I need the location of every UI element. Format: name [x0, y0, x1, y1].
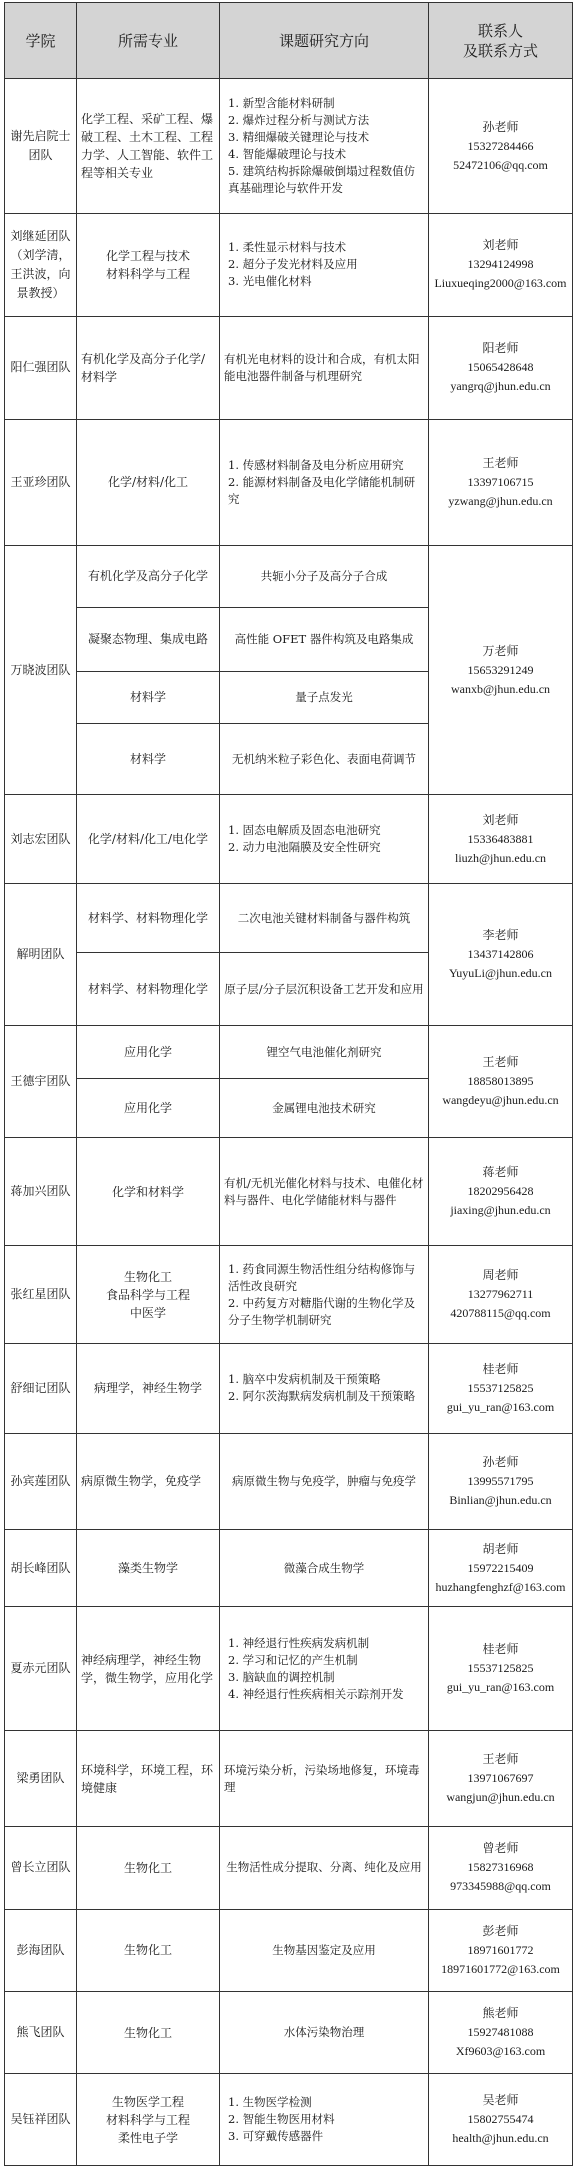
- required-major: [77, 1827, 220, 1909]
- direction-item: 4. 神经退行性疾病相关示踪剂开发: [228, 1686, 404, 1701]
- required-major: [77, 953, 220, 1026]
- research-direction: [220, 724, 429, 795]
- research-direction: [220, 884, 429, 953]
- contact-name: 李老师: [482, 928, 519, 943]
- team-name: 曾长立团队: [5, 1827, 77, 1909]
- direction-item: 1. 新型含能材料研制: [228, 96, 335, 110]
- direction-item: 微藻合成生物学: [283, 1560, 365, 1575]
- direction-item: 3. 光电催化材料: [228, 274, 312, 289]
- table-row: [5, 1138, 573, 1246]
- major-line: 材料学: [129, 690, 166, 705]
- direction-item: 共轭小分子及高分子合成: [260, 568, 388, 583]
- research-direction: [220, 1078, 429, 1137]
- contact-phone: 15972215409: [467, 1560, 534, 1575]
- contact-info: [429, 1344, 573, 1433]
- research-direction: [220, 2074, 429, 2166]
- contact-info: [429, 1138, 573, 1246]
- contact-info: [429, 1731, 573, 1827]
- contact-phone: 15537125825: [467, 1661, 534, 1676]
- major-line: 中医学: [129, 1305, 166, 1320]
- required-major: [77, 1607, 220, 1731]
- contact-phone: 13294124998: [467, 257, 534, 272]
- direction-item: 有机光电材料的设计和合成，有机太阳能电池器件制备与机理研究: [224, 351, 420, 383]
- research-direction: [220, 1991, 429, 2073]
- direction-item: 水体污染物治理: [283, 2025, 365, 2040]
- header-direction: 课题研究方向: [220, 3, 429, 79]
- direction-item: 环境污染分析，污染场地修复，环境毒理: [224, 1762, 420, 1794]
- contact-info: [429, 316, 573, 419]
- required-major: [77, 884, 220, 953]
- contact-phone: 13277962711: [467, 1287, 534, 1302]
- major-line: 柔性电子学: [117, 2130, 178, 2145]
- table-row: [5, 1827, 573, 1909]
- contact-email[interactable]: 420788115@qq.com: [450, 1306, 551, 1321]
- major-line: 化学和材料学: [111, 1184, 184, 1199]
- contact-email[interactable]: Binlian@jhun.edu.cn: [449, 1492, 552, 1507]
- contact-name: 孙老师: [482, 119, 519, 134]
- contact-email[interactable]: gui_yu_ran@163.com: [446, 1680, 555, 1695]
- research-direction: [220, 1607, 429, 1731]
- header-contact-line2: 及联系方式: [462, 41, 538, 60]
- recruitment-table: [4, 2, 573, 2166]
- contact-email[interactable]: wanxb@jhun.edu.cn: [450, 681, 551, 696]
- team-name: 舒细记团队: [5, 1344, 77, 1433]
- contact-phone: 13971067697: [467, 1771, 534, 1786]
- table-row: [5, 1909, 573, 1991]
- research-direction: [220, 671, 429, 724]
- direction-item: 1. 固态电解质及固态电池研究: [228, 823, 381, 838]
- header-contact: [429, 3, 573, 79]
- major-line: 神经病理学，神经生物学，微生物学，应用化学: [81, 1652, 214, 1685]
- contact-email[interactable]: jiaxing@jhun.edu.cn: [450, 1203, 551, 1218]
- direction-item: 2. 爆炸过程分析与测试方法: [228, 113, 370, 127]
- direction-item: 生物基因鉴定及应用: [272, 1942, 376, 1957]
- contact-phone: 15336483881: [467, 831, 534, 846]
- contact-name: 王老师: [482, 1752, 519, 1767]
- team-name: 熊飞团队: [5, 1991, 77, 2073]
- direction-item: 锂空气电池催化剂研究: [266, 1044, 382, 1059]
- contact-phone: 15653291249: [467, 662, 534, 677]
- major-line: 藻类生物学: [117, 1561, 178, 1576]
- research-direction: [220, 214, 429, 317]
- direction-item: 2. 动力电池隔膜及安全性研究: [228, 840, 381, 855]
- required-major: [77, 795, 220, 884]
- contact-info: [429, 1827, 573, 1909]
- contact-name: 阳老师: [482, 341, 519, 356]
- direction-item: 2. 中药复方对糖脂代谢的生物化学及分子生物学机制研究: [228, 1295, 416, 1327]
- direction-item: 1. 脑卒中发病机制及干预策略: [228, 1372, 381, 1387]
- direction-item: 1. 柔性显示材料与技术: [228, 240, 347, 255]
- major-line: 生物化工: [123, 1269, 172, 1284]
- direction-item: 3. 精细爆破关键理论与技术: [228, 130, 370, 144]
- contact-phone: 18202956428: [467, 1184, 534, 1199]
- table-row: [5, 1607, 573, 1731]
- research-direction: [220, 1245, 429, 1343]
- required-major: [77, 1731, 220, 1827]
- major-line: 化学/材料/化工/电化学: [87, 832, 209, 847]
- contact-name: 胡老师: [482, 1541, 519, 1556]
- research-direction: [220, 795, 429, 884]
- contact-info: [429, 1433, 573, 1529]
- table-row: [5, 1344, 573, 1433]
- contact-info: [429, 1026, 573, 1138]
- required-major: [77, 1344, 220, 1433]
- research-direction: [220, 545, 429, 607]
- direction-item: 4. 智能爆破理论与技术: [228, 147, 347, 161]
- contact-name: 桂老师: [482, 1361, 519, 1376]
- table-row: [5, 795, 573, 884]
- required-major: [77, 1529, 220, 1607]
- major-line: 材料科学与工程: [105, 2112, 190, 2127]
- team-name: 刘志宏团队: [5, 795, 77, 884]
- team-name: 阳仁强团队: [5, 316, 77, 419]
- contact-phone: 15327284466: [467, 138, 534, 153]
- header-major: 所需专业: [77, 3, 220, 79]
- required-major: [77, 671, 220, 724]
- contact-name: 熊老师: [482, 2006, 519, 2021]
- contact-name: 王老师: [482, 1055, 519, 1070]
- major-line: 应用化学: [123, 1101, 172, 1116]
- required-major: [77, 1026, 220, 1079]
- direction-item: 5. 建筑结构拆除爆破倒塌过程数值仿真基础理论与软件开发: [228, 164, 416, 195]
- direction-item: 二次电池关键材料制备与器件构筑: [237, 910, 411, 925]
- major-line: 有机化学及高分子化学/材料学: [81, 351, 206, 384]
- major-line: 化学/材料/化工: [107, 475, 189, 490]
- contact-email[interactable]: YuyuLi@jhun.edu.cn: [448, 966, 553, 981]
- major-line: 应用化学: [123, 1045, 172, 1060]
- contact-email[interactable]: Liuxueqing2000@163.com: [434, 276, 567, 291]
- direction-item: 病原微生物与免疫学，肿瘤与免疫学: [232, 1473, 416, 1488]
- table-body: [5, 79, 573, 2166]
- contact-email[interactable]: liuzh@jhun.edu.cn: [454, 850, 547, 865]
- required-major: [77, 1991, 220, 2073]
- table-row: [5, 316, 573, 419]
- contact-phone: 13397106715: [467, 474, 534, 489]
- direction-item: 2. 超分子发光材料及应用: [228, 257, 358, 272]
- required-major: [77, 1138, 220, 1246]
- contact-phone: 18858013895: [467, 1074, 534, 1089]
- major-line: 食品科学与工程: [105, 1287, 190, 1302]
- contact-email[interactable]: yzwang@jhun.edu.cn: [448, 493, 553, 508]
- major-line: 材料科学与工程: [105, 266, 190, 281]
- team-name: 解明团队: [5, 884, 77, 1026]
- direction-item: 2. 能源材料制备及电化学储能机制研究: [228, 474, 416, 506]
- team-name: 王德宇团队: [5, 1026, 77, 1138]
- team-name: 万晓波团队: [5, 545, 77, 794]
- team-name: 吴钰祥团队: [5, 2074, 77, 2166]
- major-line: 生物化工: [123, 1943, 172, 1958]
- contact-name: 彭老师: [482, 1923, 519, 1938]
- required-major: [77, 419, 220, 545]
- research-direction: [220, 79, 429, 214]
- major-line: 生物化工: [123, 2025, 172, 2040]
- major-line: 病原微生物学，免疫学: [81, 1474, 202, 1489]
- research-direction: [220, 953, 429, 1026]
- team-name: 蒋加兴团队: [5, 1138, 77, 1246]
- contact-name: 吴老师: [482, 2093, 519, 2108]
- contact-email[interactable]: 18971601772@163.com: [441, 1961, 560, 1976]
- major-line: 化学工程、采矿工程、爆破工程、土木工程、工程力学、人工智能、软件工程等相关专业: [81, 112, 214, 180]
- team-name: 刘继延团队（刘学清，王洪波，向景教授）: [5, 214, 77, 317]
- research-direction: [220, 1344, 429, 1433]
- direction-item: 高性能 OFET 器件构筑及电路集成: [234, 631, 414, 646]
- team-name: 孙宾莲团队: [5, 1433, 77, 1529]
- contact-info: [429, 1607, 573, 1731]
- contact-name: 刘老师: [482, 812, 519, 827]
- table-row: [5, 545, 573, 607]
- contact-email[interactable]: yangrq@jhun.edu.cn: [450, 379, 551, 394]
- team-name: 张红星团队: [5, 1245, 77, 1343]
- contact-phone: 13437142806: [467, 947, 534, 962]
- required-major: [77, 724, 220, 795]
- direction-item: 无机纳米粒子彩色化、表面电荷调节: [232, 751, 416, 766]
- research-direction: [220, 1026, 429, 1079]
- contact-email[interactable]: wangjun@jhun.edu.cn: [446, 1790, 555, 1805]
- required-major: [77, 545, 220, 607]
- contact-phone: 15065428648: [467, 360, 534, 375]
- required-major: [77, 2074, 220, 2166]
- contact-info: [429, 795, 573, 884]
- direction-item: 2. 学习和记忆的产生机制: [228, 1652, 358, 1667]
- direction-item: 3. 可穿戴传感器件: [228, 2129, 324, 2144]
- table-row: [5, 214, 573, 317]
- research-direction: [220, 1909, 429, 1991]
- direction-item: 金属锂电池技术研究: [272, 1100, 376, 1115]
- contact-phone: 15827316968: [467, 1860, 534, 1875]
- direction-item: 3. 脑缺血的调控机制: [228, 1669, 335, 1684]
- table-row: [5, 2074, 573, 2166]
- contact-email[interactable]: health@jhun.edu.cn: [452, 2131, 549, 2146]
- direction-item: 2. 阿尔茨海默病发病机制及干预策略: [228, 1389, 416, 1404]
- contact-info: [429, 419, 573, 545]
- contact-phone: 15927481088: [467, 2025, 534, 2040]
- direction-item: 1. 传感材料制备及电分析应用研究: [228, 457, 404, 472]
- header-row: [5, 3, 573, 79]
- research-direction: [220, 1529, 429, 1607]
- team-name: 夏赤元团队: [5, 1607, 77, 1731]
- required-major: [77, 1909, 220, 1991]
- direction-item: 生物活性成分提取、分离、纯化及应用: [226, 1860, 422, 1875]
- research-direction: [220, 1433, 429, 1529]
- direction-item: 1. 药食同源生物活性组分结构修饰与活性改良研究: [228, 1261, 416, 1293]
- table-row: [5, 1731, 573, 1827]
- contact-info: [429, 2074, 573, 2166]
- contact-email[interactable]: 52472106@qq.com: [453, 157, 548, 172]
- contact-phone: 13995571795: [467, 1473, 534, 1488]
- contact-email[interactable]: gui_yu_ran@163.com: [446, 1399, 555, 1414]
- research-direction: [220, 419, 429, 545]
- table-row: [5, 1529, 573, 1607]
- required-major: [77, 316, 220, 419]
- research-direction: [220, 316, 429, 419]
- contact-name: 周老师: [482, 1268, 519, 1283]
- required-major: [77, 214, 220, 317]
- contact-email[interactable]: 973345988@qq.com: [450, 1879, 551, 1894]
- contact-info: [429, 1245, 573, 1343]
- major-line: 有机化学及高分子化学: [87, 569, 208, 584]
- header-contact-line1: 联系人: [477, 21, 523, 40]
- direction-item: 1. 生物医学检测: [228, 2095, 312, 2110]
- contact-info: [429, 1991, 573, 2073]
- direction-item: 有机/无机光催化材料与技术、电催化材料与器件、电化学储能材料与器件: [224, 1175, 424, 1207]
- research-direction: [220, 1827, 429, 1909]
- contact-email[interactable]: Xf9603@163.com: [455, 2044, 546, 2059]
- table-row: [5, 884, 573, 953]
- major-line: 化学工程与技术: [105, 248, 190, 263]
- research-direction: [220, 1138, 429, 1246]
- required-major: [77, 1433, 220, 1529]
- direction-item: 1. 神经退行性疾病发病机制: [228, 1635, 370, 1650]
- contact-phone: 18971601772: [467, 1942, 534, 1957]
- header-college: 学院: [5, 3, 77, 79]
- required-major: [77, 1245, 220, 1343]
- contact-email[interactable]: huzhangfenghzf@163.com: [435, 1579, 566, 1594]
- contact-name: 孙老师: [482, 1454, 519, 1469]
- contact-info: [429, 79, 573, 214]
- contact-phone: 15802755474: [467, 2112, 534, 2127]
- contact-phone: 15537125825: [467, 1380, 534, 1395]
- major-line: 材料学、材料物理化学: [87, 911, 208, 926]
- team-name: 胡长峰团队: [5, 1529, 77, 1607]
- contact-name: 刘老师: [482, 238, 519, 253]
- direction-item: 量子点发光: [295, 689, 353, 704]
- contact-info: [429, 1529, 573, 1607]
- contact-name: 万老师: [482, 643, 519, 658]
- research-direction: [220, 1731, 429, 1827]
- team-name: 彭海团队: [5, 1909, 77, 1991]
- table-row: [5, 419, 573, 545]
- table-row: [5, 79, 573, 214]
- team-name: 王亚珍团队: [5, 419, 77, 545]
- major-line: 材料学、材料物理化学: [87, 982, 208, 997]
- contact-info: [429, 1909, 573, 1991]
- contact-name: 王老师: [482, 455, 519, 470]
- table-row: [5, 1991, 573, 2073]
- major-line: 病理学，神经生物学: [93, 1381, 202, 1396]
- table-row: [5, 1026, 573, 1079]
- major-line: 环境科学，环境工程，环境健康: [81, 1762, 214, 1795]
- direction-item: 原子层/分子层沉积设备工艺开发和应用: [224, 981, 424, 996]
- required-major: [77, 79, 220, 214]
- major-line: 生物化工: [123, 1860, 172, 1875]
- team-name: 谢先启院士团队: [5, 79, 77, 214]
- direction-item: 2. 智能生物医用材料: [228, 2112, 335, 2127]
- major-line: 生物医学工程: [111, 2094, 184, 2109]
- contact-info: [429, 545, 573, 794]
- contact-email[interactable]: wangdeyu@jhun.edu.cn: [442, 1093, 559, 1108]
- team-name: 梁勇团队: [5, 1731, 77, 1827]
- contact-name: 蒋老师: [482, 1165, 519, 1180]
- table-row: [5, 1245, 573, 1343]
- required-major: [77, 607, 220, 671]
- contact-name: 曾老师: [482, 1841, 519, 1856]
- contact-info: [429, 214, 573, 317]
- major-line: 凝聚态物理、集成电路: [87, 632, 208, 647]
- contact-name: 桂老师: [482, 1642, 519, 1657]
- contact-info: [429, 884, 573, 1026]
- research-direction: [220, 607, 429, 671]
- table-row: [5, 1433, 573, 1529]
- major-line: 材料学: [129, 752, 166, 767]
- required-major: [77, 1078, 220, 1137]
